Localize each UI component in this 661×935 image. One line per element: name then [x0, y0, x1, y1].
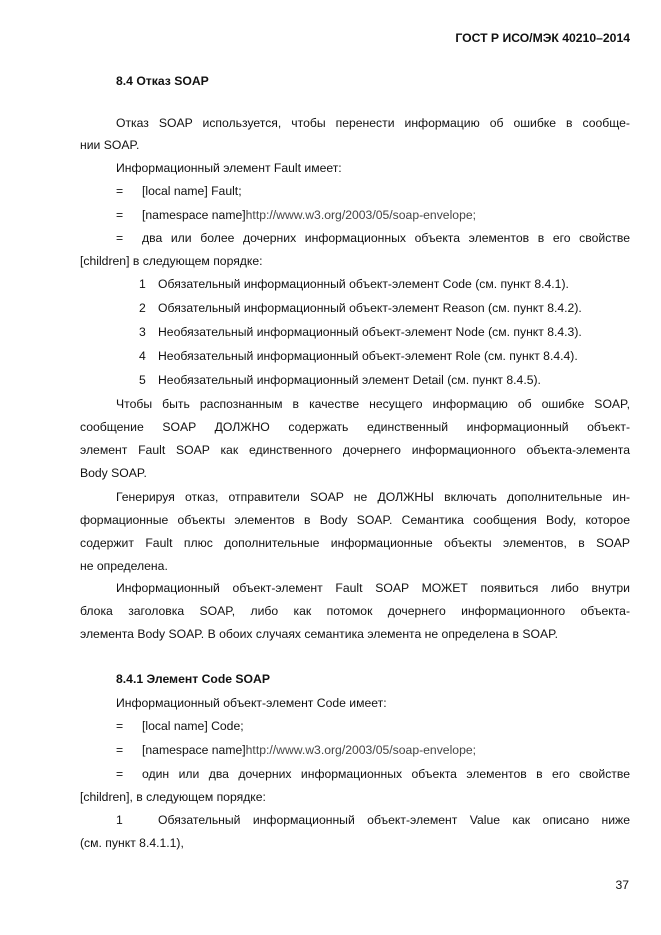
list-item: Необязательный информационный элемент Detail (см. пункт 8.4.5). [158, 373, 541, 387]
list-item: Обязательный информационный объект-элемент Code (см. пункт 8.4.1). [158, 277, 569, 291]
subsection-title: 8.4.1 Элемент Code SOAP [116, 672, 270, 686]
namespace-label: [namespace name] [142, 743, 246, 757]
paragraph-line: Чтобы быть распознанным в качестве несущего информацию об ошибке SOAP, [116, 397, 630, 411]
bullet-text: [children], в следующем порядке: [80, 790, 266, 804]
bullet-mark: = [116, 743, 124, 757]
paragraph-line: Генерируя отказ, отправители SOAP не ДОЛЖНЫ включать дополнительные ин- [116, 490, 630, 504]
document-header: ГОСТ Р ИСО/МЭК 40210–2014 [455, 31, 630, 45]
list-item: Необязательный информационный объект-элемент Role (см. пункт 8.4.4). [158, 349, 578, 363]
paragraph-line: Body SOAP. [80, 466, 147, 480]
bullet-mark: = [116, 184, 124, 198]
paragraph-line: блока заголовка SOAP, либо как потомок дочернего информационного объекта- [80, 604, 630, 618]
list-item-number: 5 [139, 373, 146, 387]
paragraph-line: Информационный объект-элемент Code имеет: [116, 696, 387, 710]
section-title: 8.4 Отказ SOAP [116, 74, 209, 88]
list-item: Необязательный информационный объект-элемент Node (см. пункт 8.4.3). [158, 325, 582, 339]
paragraph-line: формационные объекты элементов в Body SOAP. Семантика сообщения Body, которое [80, 513, 630, 527]
page-number: 37 [615, 878, 629, 892]
paragraph-line: элемент Fault SOAP как единственного дочернего информационного объекта-элемента [80, 443, 630, 457]
paragraph-line: Информационный объект-элемент Fault SOAP МОЖЕТ появиться либо внутри [116, 581, 630, 595]
bullet-mark: = [116, 231, 124, 245]
namespace-url: http://www.w3.org/2003/05/soap-envelope; [245, 208, 477, 222]
paragraph-line: нии SOAP. [80, 138, 140, 152]
bullet-mark: = [116, 767, 124, 781]
paragraph-line: Информационный элемент Fault имеет: [116, 161, 342, 175]
bullet-text: [local name] Fault; [142, 184, 242, 198]
paragraph-line: Отказ SOAP используется, чтобы перенести информацию об ошибке в сообще- [116, 116, 630, 130]
paragraph-line: содержит Fault плюс дополнительные информационные объекты элементов, в SOAP [80, 536, 630, 550]
list-item: Обязательный информационный объект-элемент Reason (см. пункт 8.4.2). [158, 301, 582, 315]
list-item: (см. пункт 8.4.1.1), [80, 836, 184, 850]
bullet-text [142, 207, 476, 223]
bullet-text: [local name] Code; [142, 719, 244, 733]
list-item-number: 1 [139, 277, 146, 291]
list-item-number: 3 [139, 325, 146, 339]
bullet-text: один или два дочерних информационных объекта элементов в его свойстве [142, 767, 630, 781]
bullet-mark: = [116, 719, 124, 733]
list-item-number: 4 [139, 349, 146, 363]
bullet-text [142, 742, 476, 758]
bullet-text: два или более дочерних информационных объекта элементов в его свойстве [142, 231, 630, 245]
list-item-number: 1 [116, 813, 123, 827]
paragraph-line: сообщение SOAP ДОЛЖНО содержать единственный информационный объект- [80, 420, 630, 434]
paragraph-line: не определена. [80, 559, 168, 573]
namespace-url: http://www.w3.org/2003/05/soap-envelope; [245, 743, 477, 757]
list-item: Обязательный информационный объект-элемент Value как описано ниже [158, 813, 630, 827]
namespace-label: [namespace name] [142, 208, 246, 222]
bullet-mark: = [116, 208, 124, 222]
paragraph-line: элемента Body SOAP. В обоих случаях семантика элемента не определена в SOAP. [80, 627, 559, 641]
list-item-number: 2 [139, 301, 146, 315]
bullet-text: [children] в следующем порядке: [80, 254, 263, 268]
